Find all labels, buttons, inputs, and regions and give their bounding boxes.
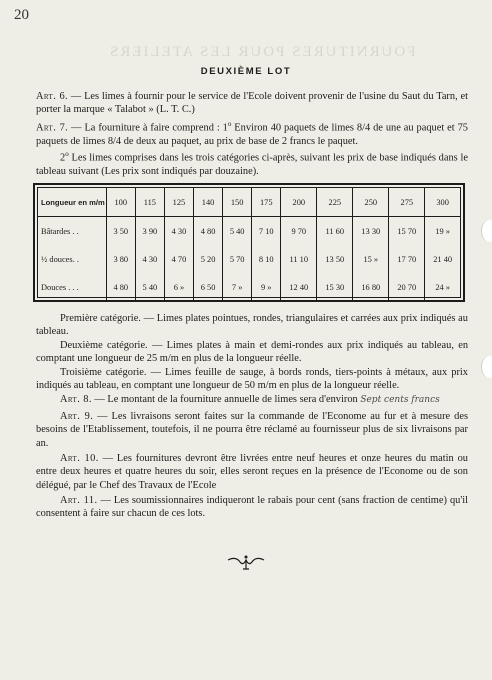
- table-row: [38, 273, 460, 301]
- price-cell: 5 20: [194, 245, 223, 273]
- row-label: ½ douces. .: [41, 254, 79, 264]
- article-9-text: — Les livraisons seront faites sur la commande de l'Econome au fur et à mesure des besoins de l'Etablissement, toutefois, il ne pourra être réclamé au fournisseur plus de six livraisons par an.: [36, 411, 468, 449]
- price-cell: 5 40: [135, 273, 164, 301]
- article-7-label: Art. 7.: [36, 122, 69, 134]
- article-6: [36, 90, 468, 117]
- ornament-icon: [226, 554, 266, 572]
- price-cell: 11 60: [317, 217, 353, 246]
- row-label: Bâtardes . .: [41, 226, 79, 236]
- price-cell: 15 30: [317, 273, 353, 301]
- article-10: [36, 452, 468, 492]
- article-7-para2-text: Les limes comprises dans les trois catégories ci-après, suivant les prix de base indiqués dans le tableau suivant (Les prix sont indiqués par douzaine).: [36, 152, 468, 178]
- article-8-label: Art. 8.: [60, 394, 92, 405]
- price-cell: 6 50: [194, 273, 223, 301]
- price-cell: 3 80: [106, 245, 135, 273]
- table-header-cell: 115: [135, 188, 164, 217]
- category-2-label: Deuxième catégorie.: [60, 339, 148, 351]
- table-row: [38, 245, 460, 273]
- article-11-text: — Les soumissionnaires indiqueront le rabais pour cent (sans fraction de centime) qu'il consentent à faire sur chacun de ces lots.: [36, 495, 468, 520]
- category-3-label: Troisième catégorie.: [60, 366, 147, 378]
- article-11: [36, 494, 468, 521]
- table-header-cell: 175: [252, 188, 281, 217]
- table-header-cell: 200: [281, 188, 317, 217]
- row-label: Douces . . .: [41, 282, 79, 292]
- article-7-text-b: Environ 40 paquets de limes 8/4 de une au paquet et 75 paquets de limes 8/4 de deux au paquet, au prix de base de 2 francs le paquet.: [36, 122, 469, 147]
- price-cell: 5 70: [223, 245, 252, 273]
- price-cell: 4 80: [106, 273, 135, 301]
- price-cell: 24 »: [425, 273, 460, 301]
- table-header-cell: 250: [353, 188, 389, 217]
- table-header-label: Longueur en m/m: [38, 188, 106, 217]
- price-cell: 7 »: [223, 273, 252, 301]
- article-7-para2-num: 2: [60, 152, 66, 164]
- category-1-text: — Limes plates pointues, rondes, triangulaires et carrées aux prix indiqués au tableau.: [36, 313, 468, 338]
- price-cell: 13 30: [353, 217, 389, 246]
- price-cell: 8 10: [252, 245, 281, 273]
- price-cell: 13 50: [317, 245, 353, 273]
- article-11-label: Art. 11.: [60, 495, 98, 506]
- article-6-text: — Les limes à fournir pour le service de l'Ecole doivent provenir de l'usine du Saut du Tarn, et porter la marque « Talabot » (L. T. C.): [36, 91, 469, 116]
- price-cell: 16 80: [353, 273, 389, 301]
- article-7-para2-sup: o: [65, 150, 69, 159]
- price-cell: 6 »: [164, 273, 193, 301]
- page-number: 20: [14, 7, 29, 23]
- table-header-cell: 150: [223, 188, 252, 217]
- article-8: [36, 393, 468, 407]
- price-cell: 21 40: [425, 245, 460, 273]
- price-cell: 4 70: [164, 245, 193, 273]
- article-10-label: Art. 10.: [60, 453, 99, 464]
- price-cell: 4 30: [164, 217, 193, 246]
- table-row: [38, 217, 460, 246]
- article-9-label: Art. 9.: [60, 411, 94, 422]
- category-2-text: — Limes plates à main et demi-rondes aux prix indiqués au tableau, en comptant une longueur de 25 m/m en plus de la longueur réelle.: [36, 339, 469, 365]
- table-header-cell: 300: [425, 188, 460, 217]
- table-header-cell: 140: [194, 188, 223, 217]
- category-1-label: Première catégorie.: [60, 313, 141, 324]
- price-table: [33, 183, 465, 302]
- table-header-cell: 225: [317, 188, 353, 217]
- table-header-cell: 275: [389, 188, 425, 217]
- price-cell: 5 40: [223, 217, 252, 246]
- price-cell: 19 »: [425, 217, 460, 246]
- article-9: [36, 410, 468, 450]
- article-7-text-a: — La fourniture à faire comprend : 1: [68, 122, 228, 134]
- price-cell: 3 90: [135, 217, 164, 246]
- punch-hole: [481, 220, 492, 242]
- price-cell: 17 70: [389, 245, 425, 273]
- table-header-cell: 125: [164, 188, 193, 217]
- table-header-row: [38, 188, 460, 217]
- categories: [36, 312, 468, 392]
- punch-hole: [481, 356, 492, 378]
- bleed-through-header: FOURNITURES POUR LES ATELIERS: [108, 44, 416, 60]
- article-8-text: — Le montant de la fourniture annuelle de limes sera d'environ: [91, 394, 361, 405]
- price-cell: 15 »: [353, 245, 389, 273]
- price-cell: 4 80: [194, 217, 223, 246]
- lot-title: DEUXIÈME LOT: [200, 66, 292, 77]
- price-cell: 12 40: [281, 273, 317, 301]
- price-cell: 4 30: [135, 245, 164, 273]
- article-7: [36, 118, 468, 179]
- article-6-label: Art. 6.: [36, 91, 69, 102]
- price-cell: 3 50: [106, 217, 135, 246]
- price-cell: 11 10: [281, 245, 317, 273]
- category-3-text: — Limes feuille de sauge, à bords ronds, tiers-points à métaux, aux prix indiqués au tableau, en comptant une longueur de 50 m/m en plus de la longueur réelle.: [36, 366, 468, 392]
- article-10-text: — Les fournitures devront être livrées entre neuf heures et onze heures du matin ou entre deux heures et quatre heures du soir, elles seront reçues en la présence de l'Econome ou de son délégué, par le Chef des Travaux de l'Ecole: [36, 453, 468, 491]
- price-cell: 15 70: [389, 217, 425, 246]
- price-cell: 7 10: [252, 217, 281, 246]
- price-cell: 9 70: [281, 217, 317, 246]
- handwritten-amount: Sept cents francs: [360, 395, 440, 405]
- article-7-sup-a: o: [227, 120, 232, 128]
- price-cell: 20 70: [389, 273, 425, 301]
- price-cell: 9 »: [252, 273, 281, 301]
- table-header-cell: 100: [106, 188, 135, 217]
